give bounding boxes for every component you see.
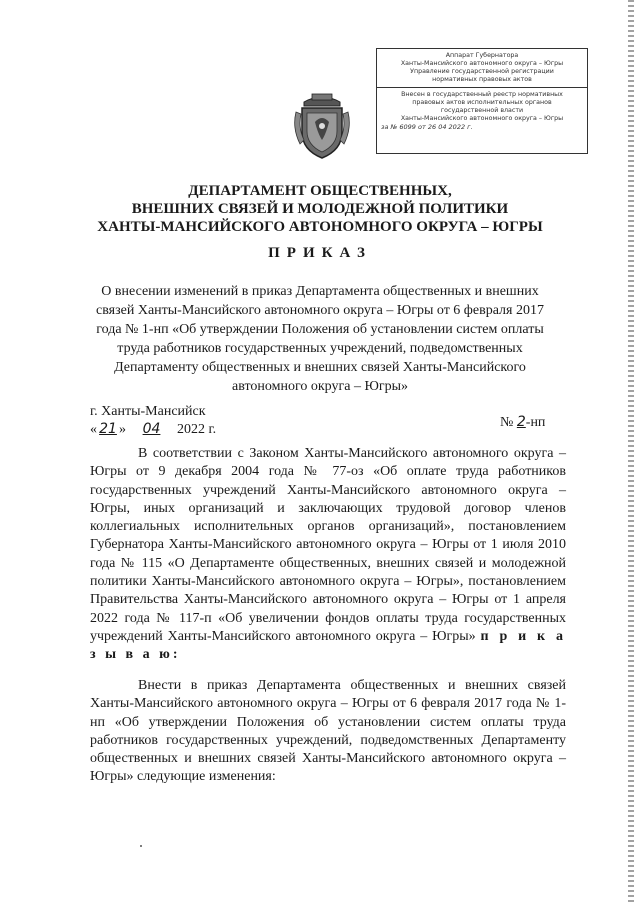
date-open-quote: « xyxy=(90,422,97,437)
department-heading-line: ХАНТЫ-МАНСИЙСКОГО АВТОНОМНОГО ОКРУГА – ЮГРЫ xyxy=(97,219,543,235)
stamp-registry-line: Внесен в государственный реестр нормативных xyxy=(401,91,563,98)
coat-of-arms-icon xyxy=(290,88,354,164)
stamp-reg-prefix: за № xyxy=(381,123,398,131)
date-year: 2022 г. xyxy=(177,422,217,437)
stamp-org-line: Ханты-Мансийского автономного округа – Югры xyxy=(400,60,564,67)
stamp-reg-month: 04 xyxy=(438,123,447,131)
stamp-reg-number: 6099 xyxy=(399,123,416,131)
order-number-suffix: -нп xyxy=(525,415,546,430)
document-type-title: ПРИКАЗ xyxy=(268,245,372,261)
date-close-quote: » xyxy=(119,422,126,437)
department-heading-line: ДЕПАРТАМЕНТ ОБЩЕСТВЕННЫХ, xyxy=(188,183,452,199)
stamp-registration-line xyxy=(381,123,583,132)
stamp-org-line: Аппарат Губернатора xyxy=(445,52,519,59)
order-subject: О внесении изменений в приказ Департамента общественных и внешних связей Ханты-Мансийского автономного округа – Югры от 6 февраля 2017 года № 1-нп «Об утверждении Положения об установлении систем оплаты труда работников государственных учреждений, подведомственных Департаменту общественных и внешних связей Ханты-Мансийского автономного округа – Югры» xyxy=(96,284,544,394)
stamp-reg-from: от xyxy=(417,123,426,131)
body-paragraph-1 xyxy=(90,445,566,665)
order-number-value: 2 xyxy=(516,414,526,430)
scan-speck xyxy=(140,845,142,847)
department-heading xyxy=(60,182,580,236)
stamp-org-line: Управление государственной регистрации xyxy=(410,68,554,75)
order-number-prefix: № xyxy=(500,415,514,430)
stamp-reg-year: 2022 г. xyxy=(448,123,473,131)
scan-edge-decoration xyxy=(628,0,634,905)
body-paragraph-2: Внести в приказ Департамента общественных и внешних связей Ханты-Мансийского автономного округа – Югры от 6 февраля 2017 года № 1-нп «Об утверждении Положения об установлении систем оплаты труда работников государственных учреждений, подведомственных Департаменту общественных и внешних связей Ханты-Мансийского автономного округа – Югры» следующие изменения: xyxy=(90,678,566,785)
stamp-registry-line: правовых актов исполнительных органов xyxy=(412,99,552,106)
issue-date xyxy=(90,421,216,438)
stamp-org-section xyxy=(377,49,587,88)
order-number xyxy=(500,414,545,431)
registration-stamp xyxy=(376,48,588,154)
paragraph-text: В соответствии с Законом Ханты-Мансийского автономного округа – Югры от 9 декабря 2004 года № 77-оз «Об оплате труда работников государственных учреждений Ханты-Мансийского автономного округа – Югры, иных организаций и заключающих трудовой договор членов коллегиальных исполнительных органов организаций», постановлением Губернатора Ханты-Мансийского автономного округа – Югры от 1 июля 2010 года № 115 «О Департаменте общественных, внешних связей и молодежной политики Ханты-Мансийского автономного округа – Югры», постановлением Правительства Ханты-Мансийского автономного округа – Югры от 1 апреля 2022 года № 117-п «Об увеличении фондов оплаты труда государственных учреждений Ханты-Мансийского автономного округа – Югры» xyxy=(90,446,566,644)
stamp-registry-line: государственной власти xyxy=(440,107,524,114)
stamp-registry-line: Ханты-Мансийского автономного округа – Югры xyxy=(400,115,564,122)
stamp-registry-section xyxy=(377,88,587,135)
date-month: 04 xyxy=(142,421,161,437)
order-command: п р и к а з ы в а ю: xyxy=(90,628,566,663)
date-day: 21 xyxy=(99,421,117,437)
department-heading-line: ВНЕШНИХ СВЯЗЕЙ И МОЛОДЕЖНОЙ ПОЛИТИКИ xyxy=(131,201,509,217)
issue-place: г. Ханты-Мансийск xyxy=(90,404,206,419)
stamp-reg-day: 26 xyxy=(427,123,437,131)
stamp-org-line: нормативных правовых актов xyxy=(432,76,532,83)
